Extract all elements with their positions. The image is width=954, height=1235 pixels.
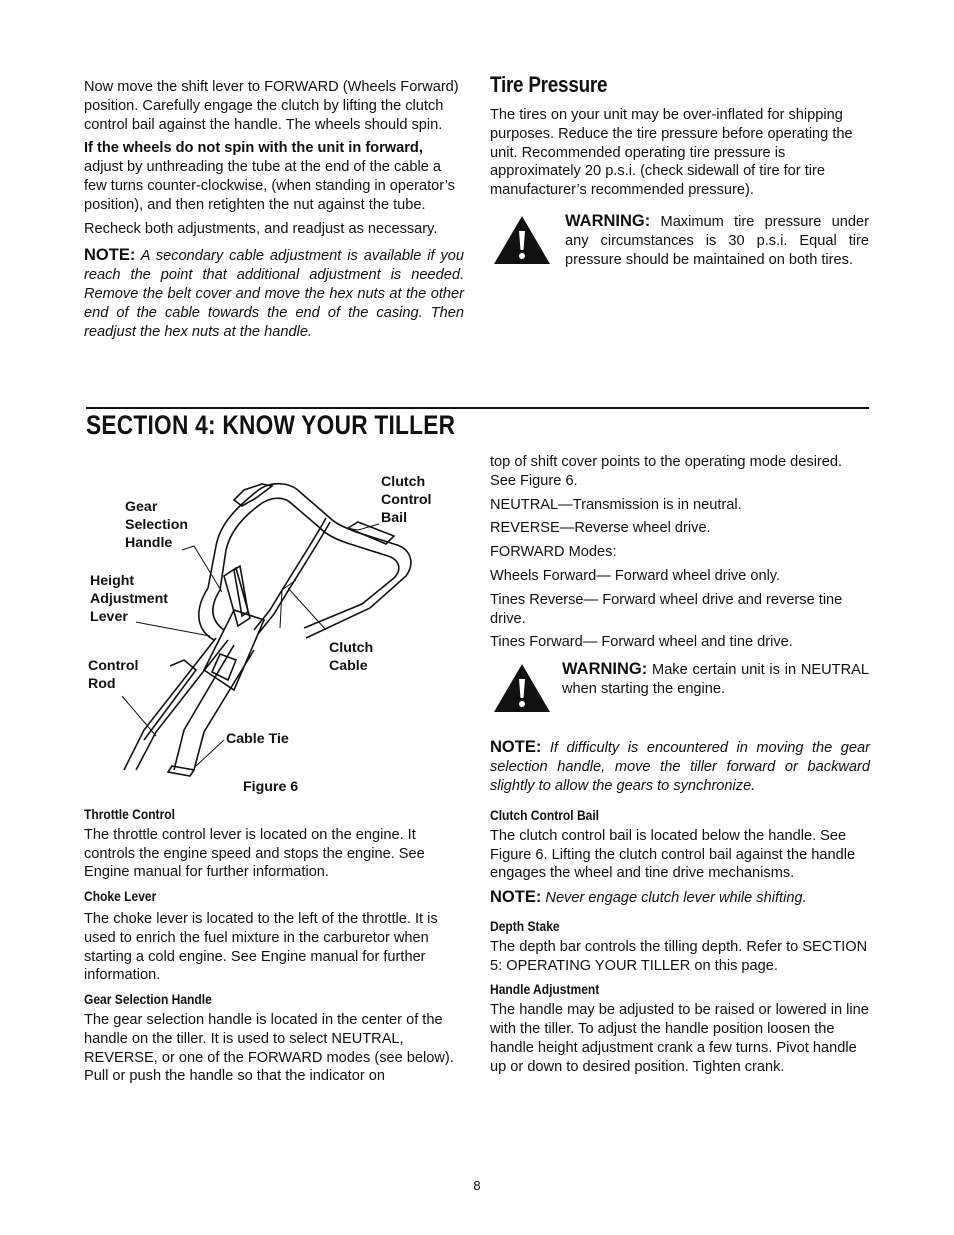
figure-caption: Figure 6 [243,779,299,795]
paragraph: The throttle control lever is located on the engine. It controls the engine speed and stops the engine. See Engine manual for further information. [84,826,425,881]
paragraph-text: adjust by unthreading the tube at the end of the cable a few turns counter-clockwise, (when standing in operator’s position), and then retighten the nut against the tube. [84,159,455,213]
paragraph: FORWARD Modes: [490,544,617,561]
label-line: Control [88,658,139,674]
paragraph: Tines Forward— Forward wheel and tine drive. [490,634,793,651]
paragraph: The depth bar controls the tilling depth. Refer to SECTION 5: OPERATING YOUR TILLER on this page. [490,938,868,974]
section-title-text: SECTION 4: KNOW YOUR TILLER [86,410,456,440]
paragraph: The tires on your unit may be over-inflated for shipping purposes. Reduce the tire pressure before operating the unit. Recommended operating tire pressure is approximately 20 p.s.i. (check sidewall of tire for tire manufacturer’s recommended pressure). [490,107,853,199]
section-title [86,410,526,440]
label-line: Selection [125,517,189,533]
clutch-bail-heading: Clutch Control Bail [490,807,600,823]
note-text: Never engage clutch lever while shifting. [541,890,807,907]
paragraph: Now move the shift lever to FORWARD (Wheels Forward) position. Carefully engage the clutch by lifting the clutch control bail against the handle. The wheels should spin. [84,79,459,133]
label-clutch-control-bail [381,473,431,527]
warning-text: Maximum tire pressure under any circumstances is 30 p.s.i. Equal tire pressure should be maintained on both tires. [565,214,869,268]
tire-warning [565,212,869,269]
tire-pressure-column [490,72,870,205]
label-control-rod [88,657,138,693]
label-line: Control [381,492,432,508]
left-top-column [84,78,464,346]
handle-adjustment-heading: Handle Adjustment [490,981,600,998]
label-height-adjustment-lever [90,572,168,626]
note-text: A secondary cable adjustment is available if you reach the point that additional adjustment is needed. Remove the belt cover and move the hex nuts at the other end of the cable towards the end of the casing. Then readjust the hex nuts at the handle. [84,248,464,340]
note-clutch [490,888,870,908]
label-line: Handle [125,535,173,551]
note-label: NOTE: [84,246,136,265]
paragraph: Tines Reverse— Forward wheel drive and reverse tine drive. [490,591,843,627]
paragraph [84,139,464,214]
neutral-warning [562,660,869,699]
bold-lead: If the wheels do not spin with the unit in forward, [84,140,423,157]
label-line: Height [90,573,135,589]
label-gear-selection-handle [125,498,188,552]
label-line: Gear [125,499,158,515]
warning-icon [492,662,552,714]
paragraph: NEUTRAL—Transmission is in neutral. [490,496,742,513]
label-line: Bail [381,510,408,526]
right-lower-column [490,806,870,1081]
paragraph: The clutch control bail is located below the handle. See Figure 6. Lifting the clutch control bail against the handle engages the wheel and tine drive mechanisms. [490,827,856,882]
paragraph: top of shift cover points to the operating mode desired. See Figure 6. [490,454,843,489]
depth-stake-heading: Depth Stake [490,917,560,934]
warning-icon [492,214,552,266]
left-bottom-column [84,805,464,1091]
section-divider [86,407,869,409]
label-line: Lever [90,609,128,625]
label-line: Adjustment [90,591,169,607]
label-clutch-cable [329,639,373,675]
warning-label: WARNING: [562,660,648,678]
label-line: Clutch [329,640,374,656]
throttle-heading: Throttle Control [84,806,175,822]
choke-heading: Choke Lever [84,888,157,905]
paragraph: REVERSE—Reverse wheel drive. [490,520,711,537]
label-cable-tie: Cable Tie [226,731,289,747]
paragraph: Wheels Forward— Forward wheel drive only. [490,567,781,584]
gear-selection-heading: Gear Selection Handle [84,991,212,1008]
paragraph: The choke lever is located to the left of the throttle. It is used to enrich the fuel mixture in the carburetor when starting a cold engine. See Engine manual for further information. [84,910,438,984]
tire-pressure-heading: Tire Pressure [490,72,608,97]
warning-label: WARNING: [565,212,651,230]
note-label: NOTE: [490,738,542,756]
label-line: Clutch [381,474,426,490]
note-gear-difficulty [490,738,870,795]
note-label: NOTE: [490,888,542,907]
paragraph: The gear selection handle is located in the center of the handle on the tiller. It is used to select NEUTRAL, REVERSE, or one of the FORWARD modes (see below). Pull or push the handle so that the indicator on [84,1011,454,1085]
label-line: Rod [88,676,116,692]
paragraph: The handle may be adjusted to be raised or lowered in line with the tiller. To adjust the handle position loosen the handle height adjustment crank a few turns. Pivot handle up or down to desired position. Tighten crank. [490,1002,869,1075]
paragraph: Recheck both adjustments, and readjust as necessary. [84,220,438,237]
label-line: Cable [329,658,368,674]
right-bottom-column [490,453,870,657]
note [84,246,464,341]
page-number: 8 [473,1178,481,1193]
warning-text: Make certain unit is in NEUTRAL when starting the engine. [562,662,869,697]
note-text: If difficulty is encountered in moving the gear selection handle, move the tiller forward or backward slightly to allow the gears to synchronize. [490,740,870,794]
